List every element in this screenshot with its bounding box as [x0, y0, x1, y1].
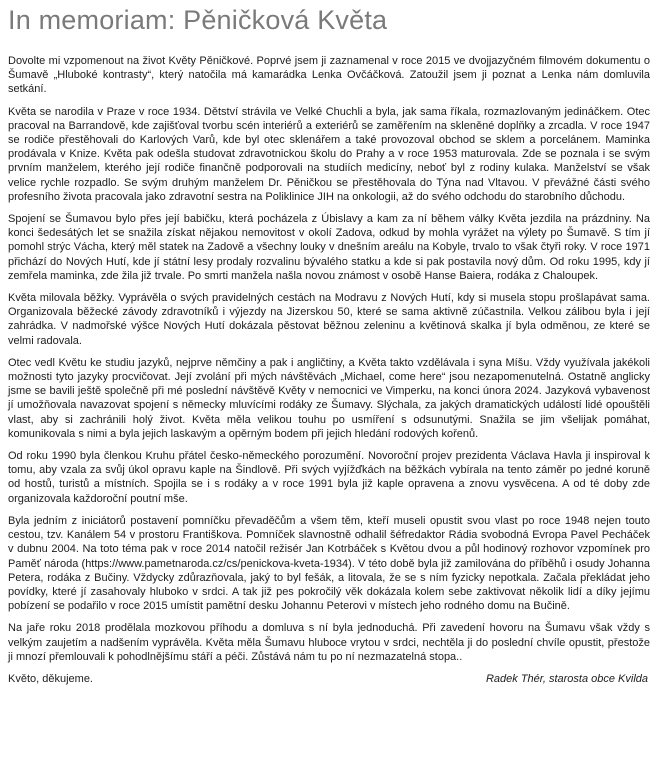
paragraph-5: Otec vedl Květu ke studiu jazyků, nejprve němčiny a pak i angličtiny, a Květa takto vzdělávala i syna Míšu. Vždy využívala jakékoli možnosti tyto jazyky procvičovat. Její zvolání při mých návštěvách „Michael, come here“ jsou nezapomenutelná. Ostatně anglicky jsme se bavili ještě společně při mé poslední návštěvě Květy v nemocnici ve Vimperku, na konci února 2024. Jazyková vybavenost jí umožňovala navazovat spojení s německy mluvícími rodáky ze Šumavy. Slýchala, za jakých dramatických událostí lidé opouštěli vlast, aby si zachránili holý život. Květa měla velikou touhu po usmíření s odsunutými. Snažila se jim všelijak pomáhat, komunikovala s nimi a byla jejich laskavým a opěrným bodem při jejich hledání rodových kořenů.	[8, 356, 650, 440]
paragraph-3: Spojení se Šumavou bylo přes její babičku, která pocházela z Úbislavy a kam za ní během války Květa jezdila na prázdniny. Na konci šedesátých let se snažila získat nějakou nemovitost v okolí Zadova, odkud by mohla vyrážet na výlety po Šumavě. S tím jí pomohl strýc Vácha, který měl statek na Zadově a všechny louky v dnešním areálu na Kobyle, trvalo to však čtyři roky. V roce 1971 přichází do Nových Hutí, kde jí státní lesy prodaly rozvalinu bývalého statku a kde si pak postavila nový dům. Od roku 1995, kdy jí zemřela maminka, zde žila již trvale. Po smrti manžela našla novou známost v osobě Hanse Baiera, rodáka z Chaloupek.	[8, 213, 650, 282]
closing-thanks: Květo, děkujeme.	[8, 672, 93, 685]
paragraph-8: Na jaře roku 2018 prodělala mozkovou příhodu a domluva s ní byla jednoduchá. Při zavedení hovoru na Šumavu však vždy s velkým zaujetím a nadšením vyprávěla. Květa měla Šumavu hluboce vrytou v srdci, nechtěla ji do poslední chvíle opustit, přestože ji mnozí přemlouvali k pohodlnějšímu stáří a péči. Zůstává nám tu po ní nezmazatelná stopa..	[8, 622, 650, 663]
article-title: In memoriam: Pěničková Květa	[8, 5, 388, 35]
paragraph-1: Dovolte mi vzpomenout na život Květy Pěničkové. Poprvé jsem ji zaznamenal v roce 2015 ve dvojjazyčném filmovém dokumentu o Šumavě „Hluboké kontrasty“, který natočila má kamarádka Lenka Ovčáčková. Zatoužil jsem ji poznat a Lenka nám domluvila setkání.	[8, 55, 650, 96]
article-body	[8, 54, 650, 686]
author-signature: Radek Thér, starosta obce Kvilda	[485, 672, 648, 685]
article-closing	[8, 672, 650, 686]
paragraph-6: Od roku 1990 byla členkou Kruhu přátel česko-německého porozumění. Novoroční projev prezidenta Václava Havla ji inspiroval k tomu, aby vzala za svůj úkol opravu kaple na Šindlově. Při svých vyjížďkách na běžkách vybírala na tento záměr po jedné koruně od hostů, turistů a místních. Spojila se i s rodáky a v roce 1991 byla již kaple opravena a znovu vysvěcena. A od té doby zde organizovala každoroční poutní mše.	[8, 450, 650, 505]
paragraph-7: Byla jedním z iniciátorů postavení pomníčku převaděčům a všem těm, kteří museli opustit svou vlast po roce 1948 nejen touto cestou, tzv. Kanálem 54 v prostoru Františkova. Pomníček slavnostně odhalil šéfredaktor Rádia svobodná Evropa Pavel Pecháček v dubnu 2004. Na toto téma pak v roce 2014 natočil režisér Jan Kotrbáček s Květou dvou a půl hodinový rozhovor vzpomínek pro Paměť národa (https://www.pametnaroda.cz/cs/penickova-kveta-1934). V této době byla již zamilována do příběhů i osudy Johanna Petera, rodáka z Bučiny. Vždycky zdůrazňovala, jaký to byl fešák, a litovala, že se s ním fyzicky nepotkala. Začala překládat jeho povídky, které jí zasahovaly hluboko v srdci. A tak již pes pokročilý věk dokázala kolem sebe zaktivovat několik lidí a díky jejímu pobízení se podařilo v roce 2015 umístit pamětní desku Johannu Peterovi v místech jeho rodného domu na Bučině.	[8, 514, 650, 613]
paragraph-2: Květa se narodila v Praze v roce 1934. Dětství strávila ve Velké Chuchli a byla, jak sama říkala, rozmazlovaným jedináčkem. Otec pracoval na Barrandově, kde zajišťoval tvorbu scén interiérů a exteriérů se zaměřením na skleněné doplňky a zrcadla. V roce 1947 se rodiče přestěhovali do Karlových Varů, kde byl otec sklenářem a také provozoval obchod se sklem a porcelánem. Maminka prodávala v Knize. Květa pak odešla studovat zdravotnickou školu do Prahy a v roce 1953 maturovala. Zde se poznala i se svým prvním manželem, kterého její rodiče finančně podporovali na studiích medicíny, neboť byl z rodiny kulaka. Manželství se však velice rychle rozpadlo. Se svým druhým manželem Dr. Pěničkou se přestěhovala do Týna nad Vltavou. V převážné části svého profesního života pracovala jako zdravotní sestra na Poliklinice JIH na onkologii, až do svého odchodu do starobního důchodu.	[8, 105, 650, 203]
paragraph-4: Květa milovala běžky. Vyprávěla o svých pravidelných cestách na Modravu z Nových Hutí, kdy si musela stopu prošlapávat sama. Organizovala běžecké závody zdravotníků i výjezdy na Jizerskou 50, které se sama aktivně zúčastnila. Velkou zálibou byla i její zahrádka. V nadmořské výšce Nových Hutí dokázala pěstovat běžnou zeleninu a květinová skalka jí byla odměnou, ze které se velmi radovala.	[8, 292, 650, 347]
